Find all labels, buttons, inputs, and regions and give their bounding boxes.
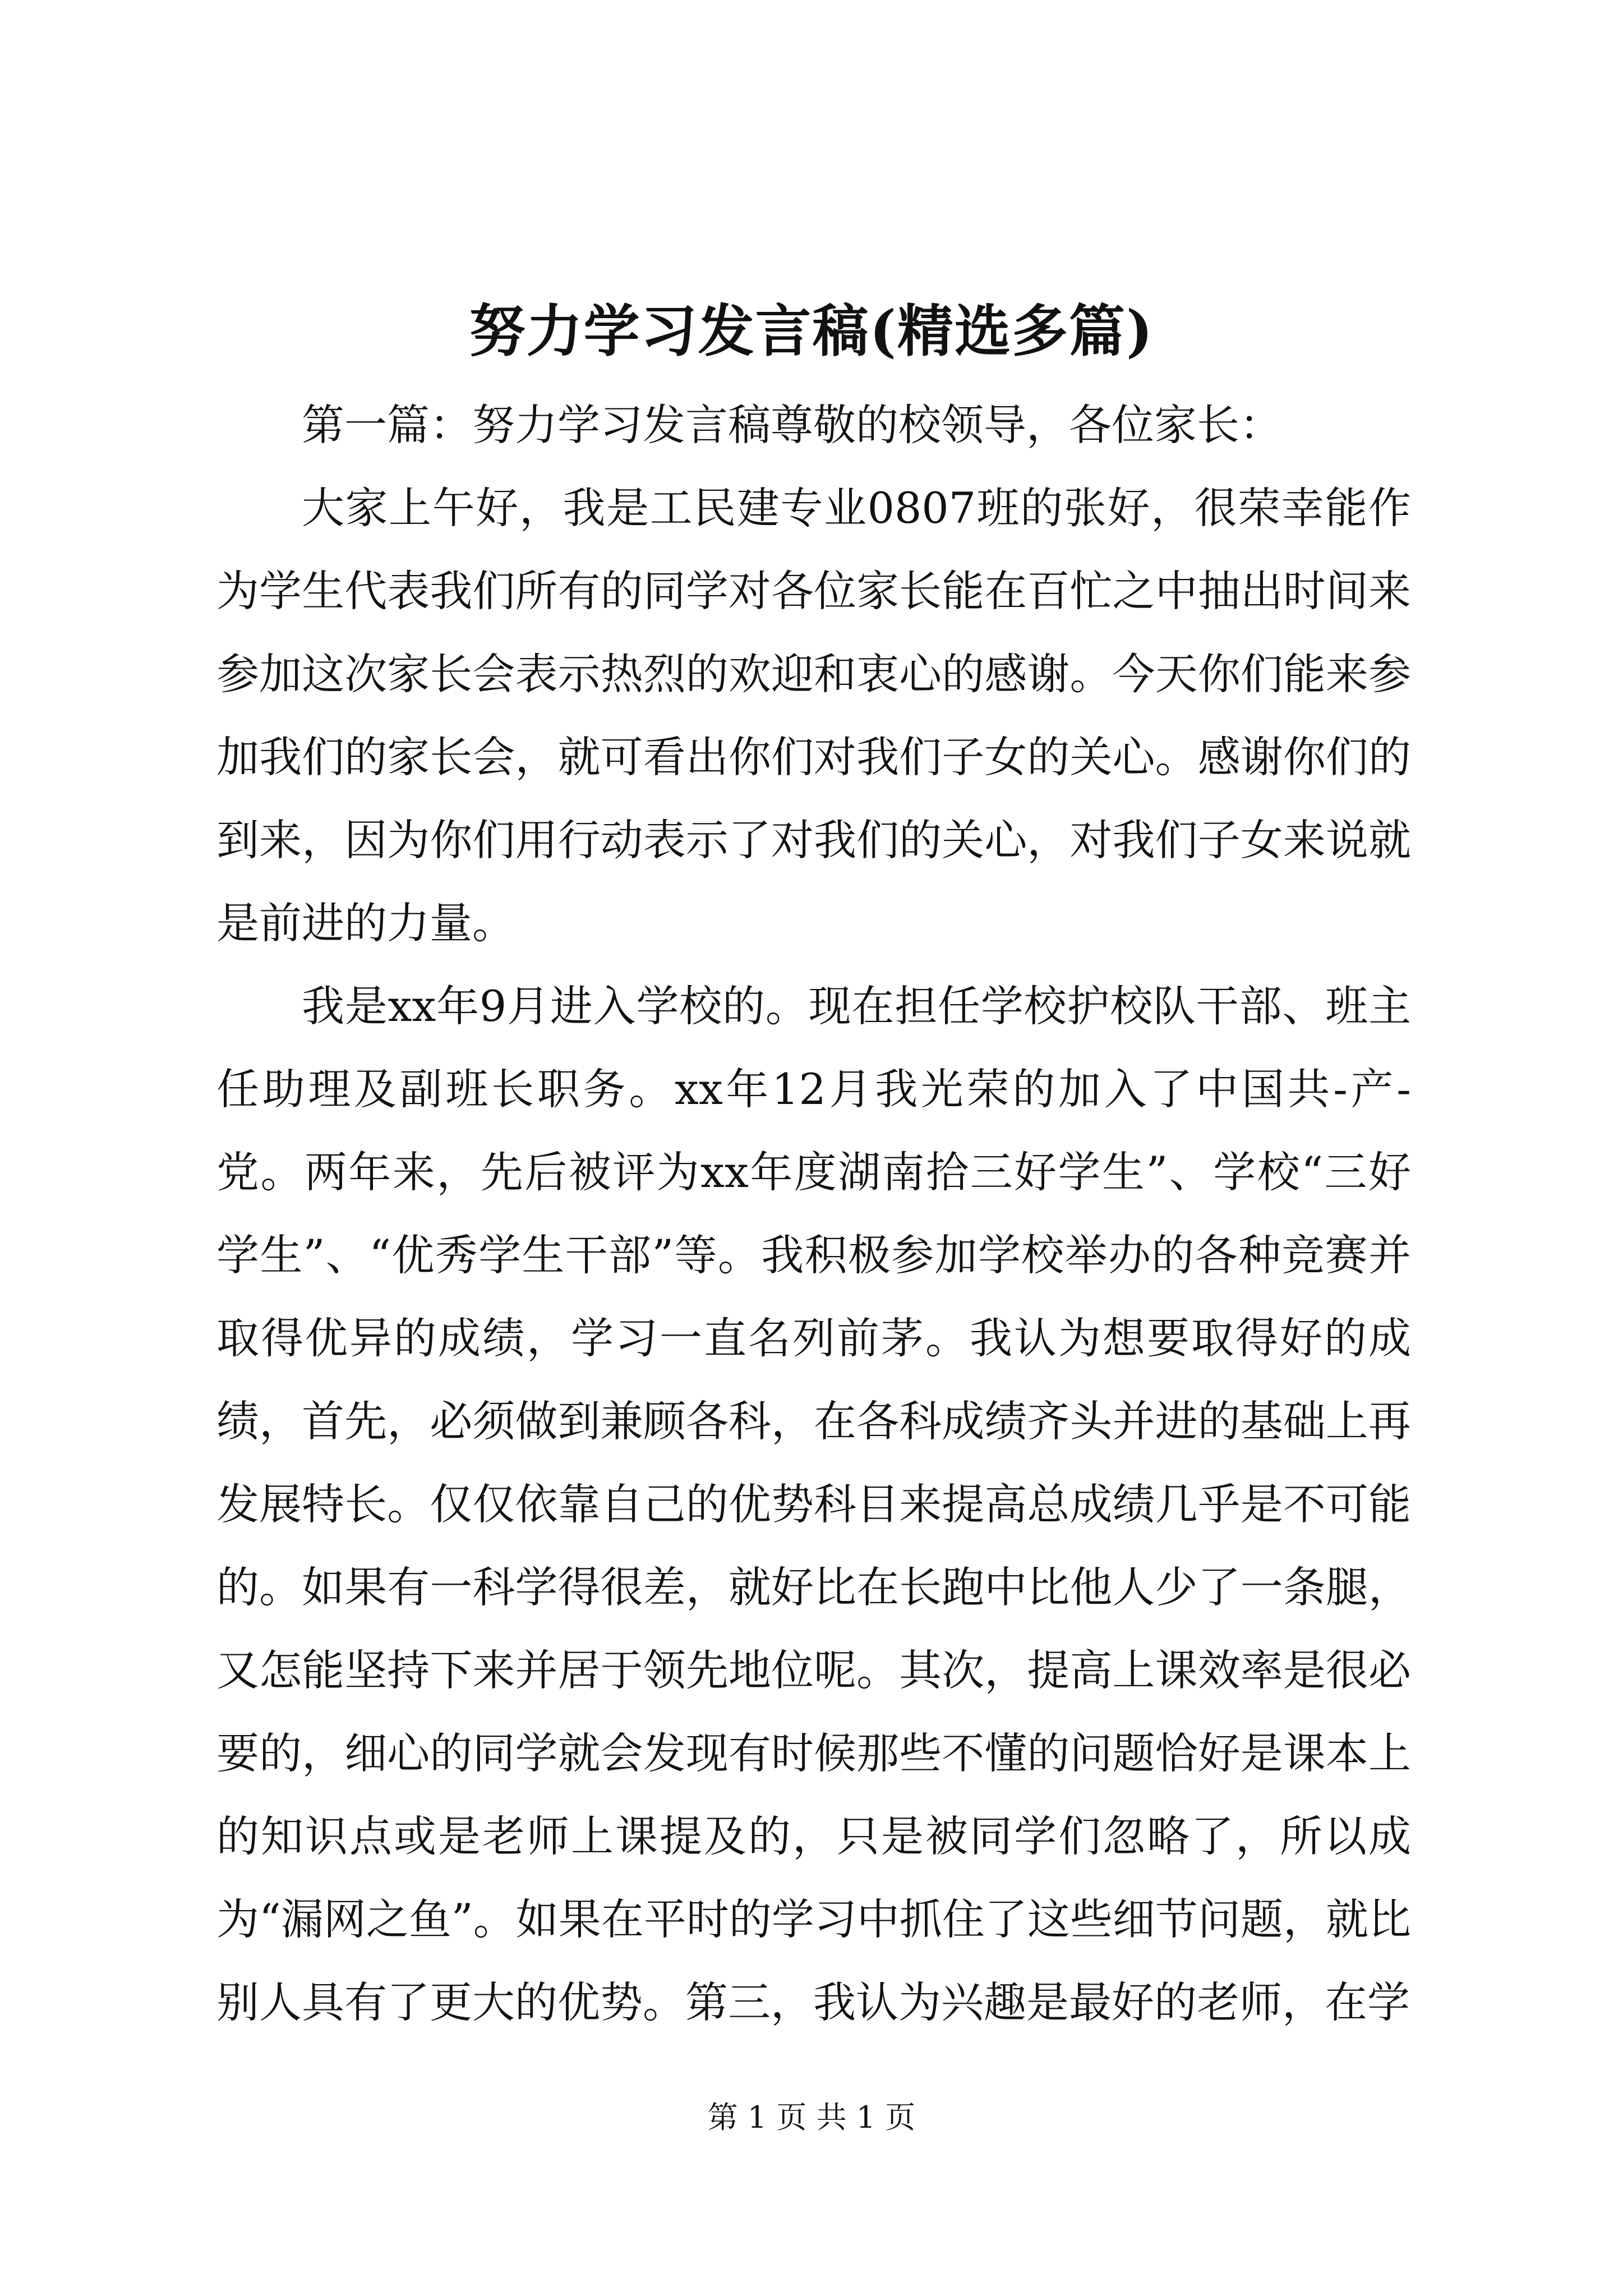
paragraph-2: 大家上午好，我是工民建专业0807班的张好，很荣幸能作为学生代表我们所有的同学对各位家长能在百忙之中抽出时间来参加这次家长会表示热烈的欢迎和衷心的感谢。今天你们能来参加我们的家长会，就可看出你们对我们子女的关心。感谢你们的到来，因为你们用行动表示了对我们的关心，对我们子女来说就是前进的力量。: [216, 483, 1411, 948]
page-number-footer: 第 1 页 共 1 页: [707, 2100, 916, 2135]
document-title: 努力学习发言稿(精选多篇): [469, 298, 1154, 364]
paragraph-3: 我是xx年9月进入学校的。现在担任学校护校队干部、班主任助理及副班长职务。xx年12月我光荣的加入了中国共-产-党。两年来，先后被评为xx年度湖南拾三好学生”、学校“三好学生”、“优秀学生干部”等。我积极参加学校举办的各种竞赛并取得优异的成绩，学习一直名列前茅。我认为想要取得好的成绩，首先，必须做到兼顾各科，在各科成绩齐头并进的基础上再发展特长。仅仅依靠自己的优势科目来提高总成绩几乎是不可能的。如果有一科学得很差，就好比在长跑中比他人少了一条腿，又怎能坚持下来并居于领先地位呢。其次，提高上课效率是很必要的，细心的同学就会发现有时候那些不懂的问题恰好是课本上的知识点或是老师上课提及的，只是被同学们忽略了，所以成为“漏网之鱼”。如果在平时的学习中抓住了这些细节问题，就比别人具有了更大的优势。第三，我认为兴趣是最好的老师，在学: [216, 981, 1411, 2027]
paragraph-1: 第一篇：努力学习发言稿尊敬的校领导，各位家长：: [302, 400, 1282, 450]
document-body: [216, 384, 1411, 2044]
